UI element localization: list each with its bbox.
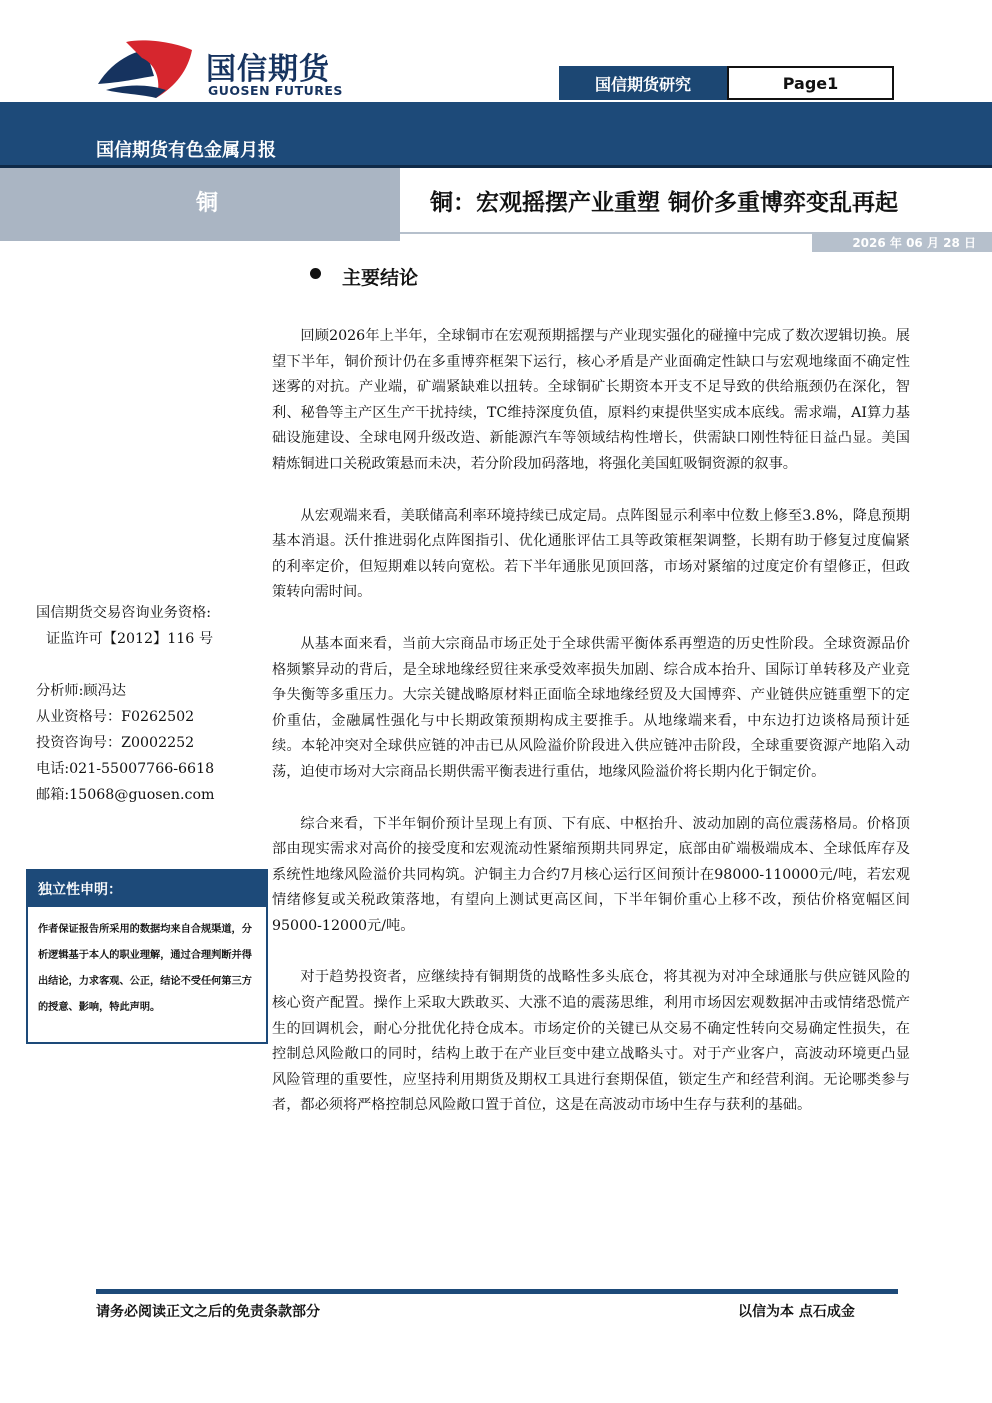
independence-title: 独立性申明： — [28, 871, 266, 907]
company-logo — [96, 40, 366, 104]
qualification-line: 国信期货交易咨询业务资格: — [36, 605, 212, 621]
main-body — [272, 324, 910, 1145]
sector-label: 铜 — [196, 191, 219, 216]
paragraph-strategy: 对于趋势投资者，应继续持有铜期货的战略性多头底仓，将其视为对冲全球通胀与供应链风险的核心资产配置。操作上采取大跌敢买、大涨不追的震荡思维，利用市场因宏观数据冲击或情绪恐慌产生的回调机会，耐心分批优化持仓成本。市场定价的关键已从交易不确定性转向交易确定性损失，在控制总风险敞口的同时，结构上敢于在产业巨变中建立战略头寸。对于产业客户，高波动环境更凸显风险管理的重要性，应坚持利用期货及期权工具进行套期保值，锁定生产和经营利润。无论哪类参与者，都必须将严格控制总风险敞口置于首位，这是在高波动市场中生存与获利的基础。 — [272, 969, 910, 1114]
paragraph-macro: 从宏观端来看，美联储高利率环境持续已成定局。点阵图显示利率中位数上修至3.8%，降息预期基本消退。沃什推进弱化点阵图指引、优化通胀评估工具等政策框架调整，长期有助于修复过度偏紧的利率定价，但短期难以转向宽松。若下半年通胀见顶回落，市场对紧缩的过度定价有望修正，但政策转向需时间。 — [272, 507, 910, 601]
bullet-icon — [310, 268, 321, 279]
section-heading: 主要结论 — [342, 267, 419, 289]
page-label: Page1 — [727, 66, 894, 100]
paragraph-review: 回顾2026年上半年，全球铜市在宏观预期摇摆与产业现实强化的碰撞中完成了数次逻辑切换。展望下半年，铜价预计仍在多重博弈框架下运行，核心矛盾是产业面确定性缺口与宏观地缘面不确定性迷雾的对抗。产业端，矿端紧缺难以扭转。全球铜矿长期资本开支不足导致的供给瓶颈仍在深化，智利、秘鲁等主产区生产干扰持续，TC维持深度负值，原料约束提供坚实成本底线。需求端，AI算力基础设施建设、全球电网升级改造、新能源汽车等领域结构性增长，供需缺口刚性特征日益凸显。美国精炼铜进口关税政策悬而未决，若分阶段加码落地，将强化美国虹吸铜资源的叙事。 — [272, 328, 910, 472]
qualification-info — [36, 600, 268, 652]
analyst-phone: 电话:021-55007766-6618 — [36, 761, 215, 777]
independence-text: 作者保证报告所采用的数据均来自合规渠道，分析逻辑基于本人的职业理解，通过合理判断并得出结论，力求客观、公正，结论不受任何第三方的授意、影响，特此声明。 — [38, 924, 252, 1013]
logo-name-en: GUOSEN FUTURES — [208, 83, 343, 98]
independence-statement — [26, 869, 268, 1044]
research-label: 国信期货研究 — [559, 66, 727, 100]
paragraph-fundamentals: 从基本面来看，当前大宗商品市场正处于全球供需平衡体系再塑造的历史性阶段。全球资源品价格频繁异动的背后，是全球地缘经贸往来承受效率损失加剧、综合成本抬升、国际订单转移及产业竞争失衡等多重压力。大宗关键战略原材料正面临全球地缘经贸及大国博弈、产业链供应链重塑下的定价重估，金融属性强化与中长期政策预期构成主要推手。从地缘端来看，中东边打边谈格局预计延续。本轮冲突对全球供应链的冲击已从风险溢价阶段进入供应链冲击阶段，全球重要资源产地陷入动荡，迫使市场对大宗商品长期供需平衡表进行重估，地缘风险溢价将长期内化于铜定价。 — [272, 635, 910, 780]
analyst-name: 分析师:顾冯达 — [36, 683, 126, 699]
analyst-email: 邮箱:15068@guosen.com — [36, 787, 215, 803]
report-series-title: 国信期货有色金属月报 — [96, 140, 276, 161]
logo-mark-icon — [96, 40, 206, 104]
logo-name-cn: 国信期货 — [206, 52, 330, 87]
license-line: 证监许可【2012】116 号 — [46, 631, 214, 647]
analyst-info — [36, 678, 268, 808]
analyst-license: 从业资格号：F0262502 — [36, 709, 195, 725]
paragraph-outlook: 综合来看，下半年铜价预计呈现上有顶、下有底、中枢抬升、波动加剧的高位震荡格局。价格顶部由现实需求对高价的接受度和宏观流动性紧缩预期共同界定，底部由矿端极端成本、全球低库存及系统性地缘风险溢价共同构筑。沪铜主力合约7月核心运行区间预计在98000-110000元/吨，若宏观情绪修复或关税政策落地，有望向上测试更高区间，下半年铜价重心上移不改，预估价格宽幅区间95000-12000元/吨。 — [272, 815, 910, 934]
report-date: 2026 年 06 月 28 日 — [812, 232, 992, 252]
analyst-consult-no: 投资咨询号：Z0002252 — [36, 735, 195, 751]
report-title: 铜：宏观摇摆产业重塑 铜价多重博弈变乱再起 — [430, 190, 899, 216]
footer-divider — [96, 1289, 898, 1294]
company-slogan: 以信为本 点石成金 — [738, 1304, 855, 1320]
disclaimer-note: 请务必阅读正文之后的免责条款部分 — [96, 1304, 320, 1320]
